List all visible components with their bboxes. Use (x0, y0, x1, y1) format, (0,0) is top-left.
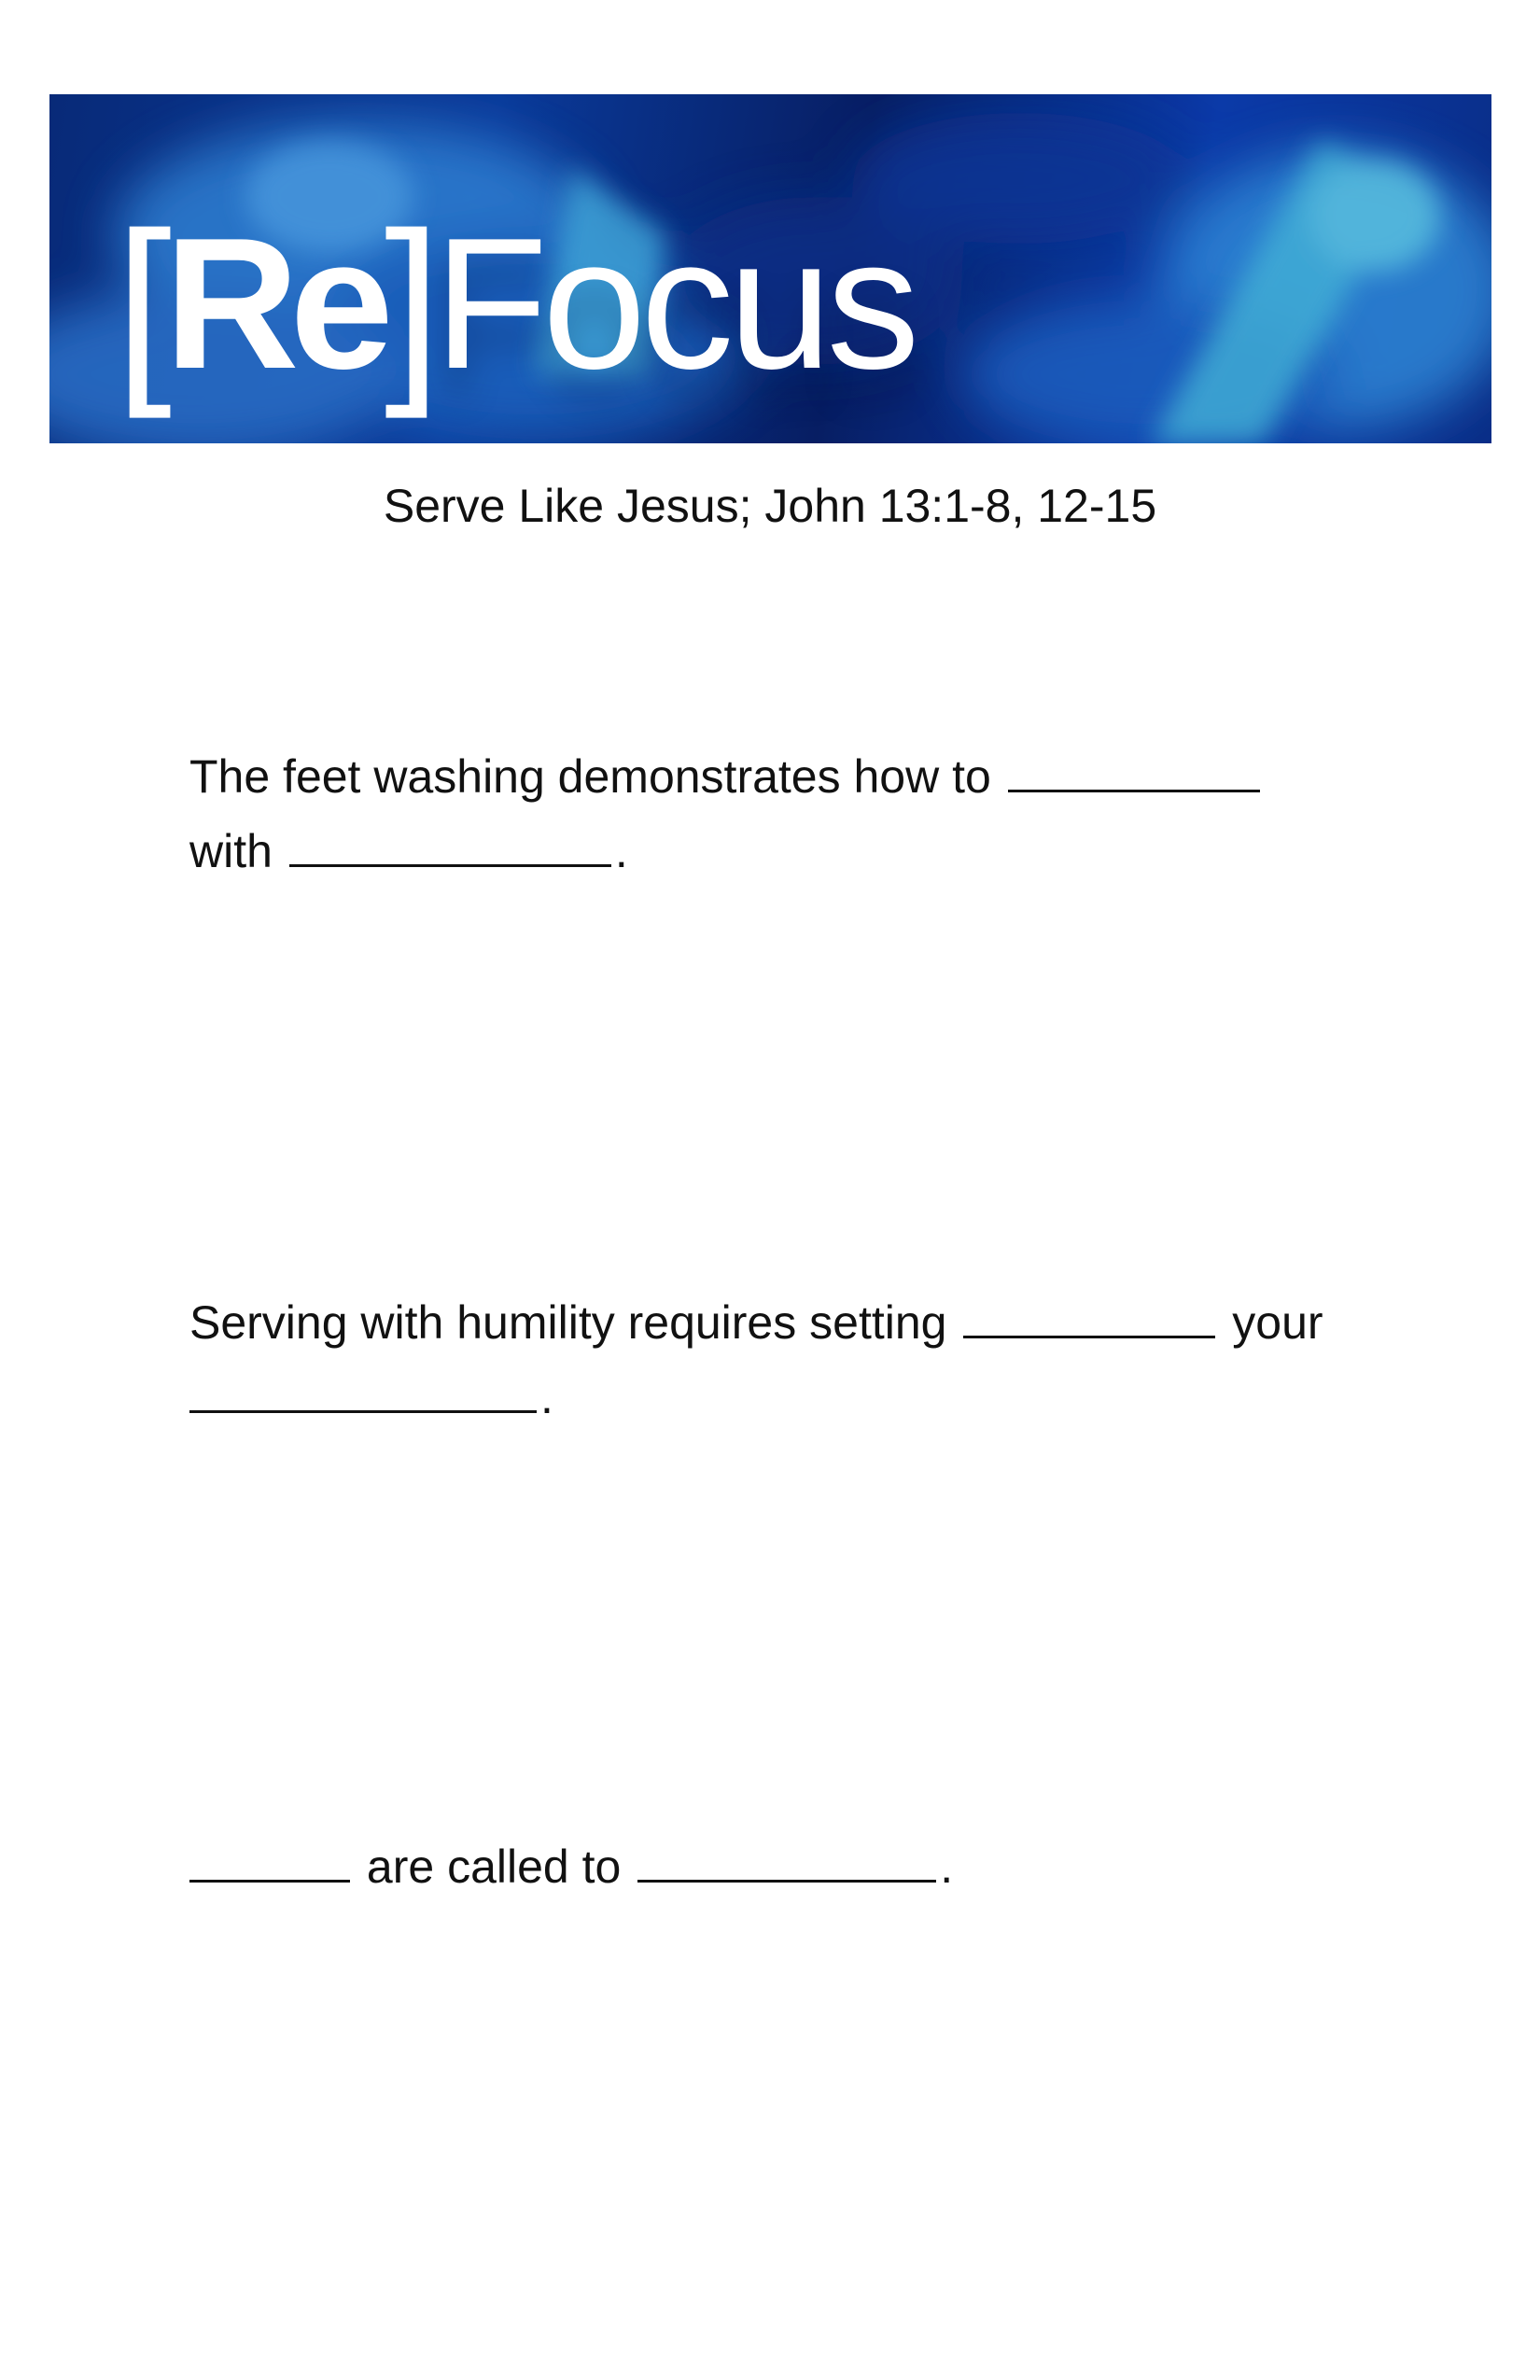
fill-in-prompt-1 (189, 739, 1393, 889)
prompt-1-text-2: with (189, 825, 273, 877)
prompt-3-text-1: are called to (366, 1841, 622, 1893)
prompt-2-text-2: your (1232, 1296, 1323, 1349)
header-banner (49, 94, 1491, 443)
prompt-2-text-1: Serving with humility requires setting (189, 1296, 947, 1349)
prompt-1-text-3: . (614, 825, 628, 877)
prompt-1-blank-2[interactable] (289, 827, 611, 867)
prompt-2-blank-1[interactable] (963, 1298, 1215, 1338)
prompt-2-blank-2[interactable] (189, 1373, 537, 1413)
sermon-subtitle: Serve Like Jesus; John 13:1-8, 12-15 (383, 480, 1157, 532)
fill-in-prompt-2 (189, 1285, 1393, 1435)
prompt-1-blank-1[interactable] (1008, 752, 1260, 792)
prompt-3-blank-1[interactable] (189, 1842, 350, 1883)
logo-re: Re (164, 200, 385, 408)
prompt-3-text-2: . (940, 1841, 954, 1893)
fill-in-prompt-3 (189, 1829, 1393, 1904)
logo-close-bracket: ] (384, 189, 434, 419)
prompt-2-text-3: . (540, 1371, 553, 1423)
prompt-1-text-1: The feet washing demonstrates how to (189, 750, 991, 803)
logo-focus: Focus (433, 200, 915, 408)
logo-open-bracket: [ (115, 189, 165, 419)
refocus-logo (115, 183, 915, 419)
prompt-3-blank-2[interactable] (637, 1842, 936, 1883)
